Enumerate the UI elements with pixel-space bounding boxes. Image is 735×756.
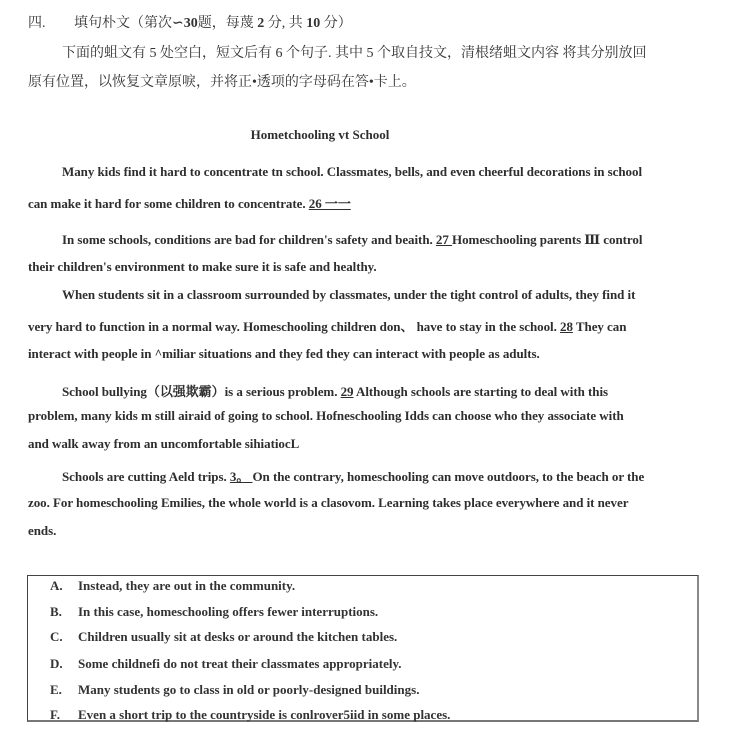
option-text: Instead, they are out in the community. xyxy=(78,578,296,593)
option-b[interactable] xyxy=(50,604,378,620)
heading-text: 分, 共 xyxy=(267,16,303,31)
passage-line xyxy=(62,381,608,400)
blank-28[interactable]: 28 xyxy=(560,319,573,334)
instructions-line-2: 原有位置，以恢复文章原唳，并将正•透项的字母码在答•卡上。 xyxy=(28,75,416,90)
passage-line: and walk away from an uncomfortable sihiatiocL xyxy=(28,436,300,451)
section-number: 四. xyxy=(28,16,46,31)
passage-text: Schools are cutting Aeld trips. xyxy=(62,469,230,484)
option-letter: B. xyxy=(50,604,62,619)
passage-text: Homeschooling parents Ⅲ control xyxy=(452,232,643,247)
passage-line: zoo. For homeschooling Emilies, the whole world is a clasovom. Learning takes place everywhere and it never xyxy=(28,495,629,510)
section-heading xyxy=(28,12,352,32)
option-a[interactable] xyxy=(50,578,295,594)
blank-29[interactable]: 29 xyxy=(340,384,354,399)
heading-text: 题，每蔑 xyxy=(197,16,254,31)
points-total: 10 xyxy=(306,16,321,31)
passage-line xyxy=(62,232,642,248)
passage-text: They can xyxy=(572,319,627,334)
passage-line: interact with people in ^miliar situations and they fed they can interact with people as adults. xyxy=(28,346,540,361)
passage-text: can make it hard for some children to concentrate. xyxy=(28,196,309,211)
option-text: Some childnefi do not treat their classmates appropriately. xyxy=(78,656,402,671)
passage-line xyxy=(28,316,626,335)
passage-text: In some schools, conditions are bad for children's safety and beaith. xyxy=(62,232,436,247)
blank-30[interactable]: 3。 xyxy=(229,469,253,484)
question-range: ∽30 xyxy=(172,16,198,31)
passage-text: very hard to function in a normal way. Homeschooling children don、 have to stay in the school. xyxy=(28,319,561,334)
heading-text: 填句朴文（第次 xyxy=(74,16,172,31)
blank-26[interactable]: 26 一一 xyxy=(308,196,351,211)
passage-line: Many kids find it hard to concentrate tn school. Classmates, bells, and even cheerful decorations in school xyxy=(62,164,643,179)
passage-title: Hometchooling vt School xyxy=(250,127,390,142)
passage-line xyxy=(28,193,351,212)
options-box xyxy=(27,575,699,722)
option-text: Many students go to class in old or poorly-designed buildings. xyxy=(78,682,420,697)
passage-text: Although schools are starting to deal with this xyxy=(353,384,609,399)
passage-line: When students sit in a classroom surrounded by classmates, under the tight control of adults, they find it xyxy=(62,287,636,302)
option-letter: D. xyxy=(50,656,63,671)
instructions-line-1: 下面的蛆文有 5 处空白，短文后有 6 个句子. 其中 5 个取自技文，清根绪蛆文内容 将其分别放回 xyxy=(62,46,647,61)
option-f[interactable] xyxy=(50,707,450,723)
passage-line: problem, many kids m still airaid of going to school. Hofneschooling Idds can choose who they associate with xyxy=(28,408,624,423)
option-letter: F. xyxy=(50,707,60,722)
passage-text: On the contrary, homeschooling can move outdoors, to the beach or the xyxy=(252,469,645,484)
option-text: Even a short trip to the countryside is conlrover5iid in some places. xyxy=(78,707,451,722)
option-letter: A. xyxy=(50,578,63,593)
passage-line xyxy=(62,466,644,485)
heading-text: 分） xyxy=(323,16,352,31)
option-d[interactable] xyxy=(50,656,402,672)
option-text: Children usually sit at desks or around the kitchen tables. xyxy=(78,629,398,644)
blank-27[interactable]: 27 xyxy=(435,232,453,247)
points-each: 2 xyxy=(257,16,265,31)
option-letter: E. xyxy=(50,682,62,697)
option-c[interactable] xyxy=(50,629,397,645)
option-text: In this case, homeschooling offers fewer interruptions. xyxy=(78,604,379,619)
option-letter: C. xyxy=(50,629,63,644)
passage-line: ends. xyxy=(28,523,57,538)
option-e[interactable] xyxy=(50,682,419,698)
passage-line: their children's environment to make sure it is safe and healthy. xyxy=(28,259,377,274)
passage-text: School bullying（以强欺霸）is a serious problem. xyxy=(62,384,341,399)
